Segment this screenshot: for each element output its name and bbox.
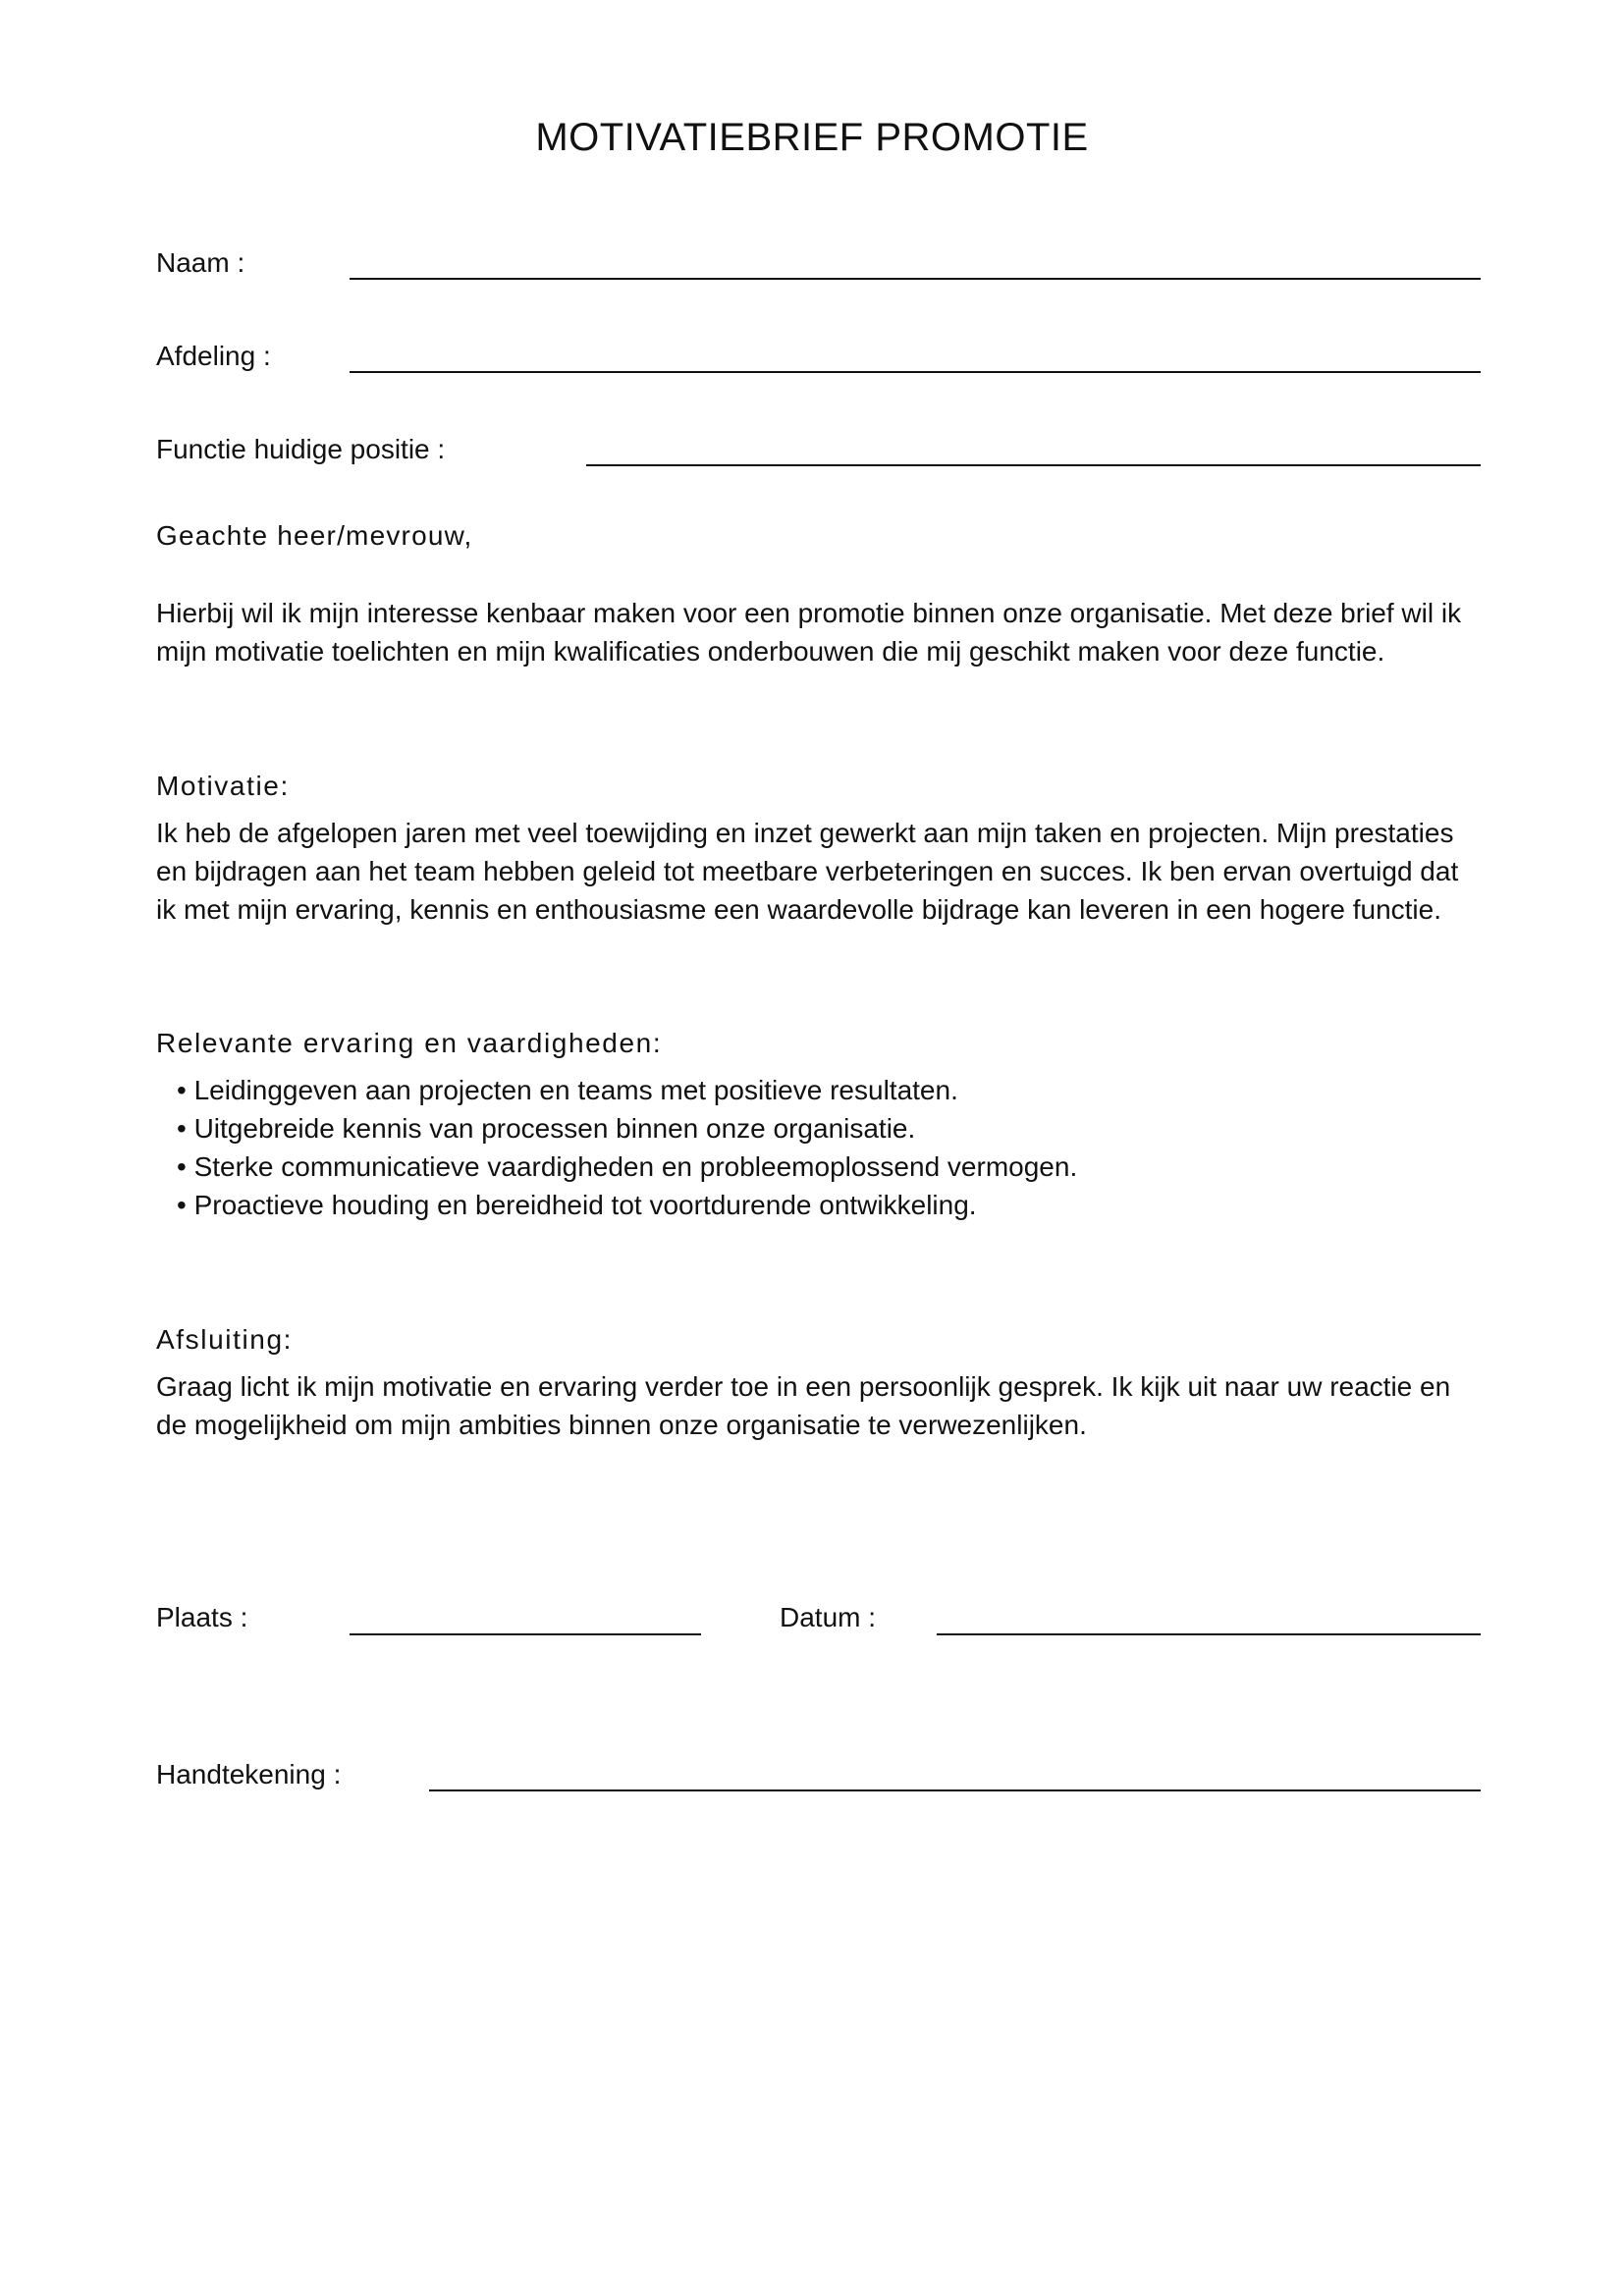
department-label: Afdeling : [156, 341, 271, 371]
list-item: • Leidinggeven aan projecten en teams met positieve resultaten. [177, 1075, 958, 1105]
place-label: Plaats : [156, 1602, 248, 1632]
name-field-line[interactable] [350, 278, 1481, 280]
date-field-line[interactable] [937, 1633, 1481, 1635]
position-field-line[interactable] [586, 464, 1481, 466]
list-item: • Proactieve houding en bereidheid tot voortdurende ontwikkeling. [177, 1190, 977, 1220]
experience-list [177, 1071, 1077, 1224]
intro-line: mijn motivatie toelichten en mijn kwalificaties onderbouwen die mij geschikt maken voor deze functie. [156, 636, 1385, 667]
department-field-line[interactable] [350, 371, 1481, 373]
list-item: • Uitgebreide kennis van processen binnen onze organisatie. [177, 1113, 916, 1144]
motivation-line: en bijdragen aan het team hebben geleid tot meetbare verbeteringen en succes. Ik ben ervan overtuigd dat [156, 856, 1459, 886]
page-title: MOTIVATIEBRIEF PROMOTIE [535, 116, 1089, 159]
place-field-line[interactable] [350, 1633, 701, 1635]
motivation-line: ik met mijn ervaring, kennis en enthousiasme een waardevolle bijdrage kan leveren in een hogere functie. [156, 894, 1441, 925]
intro-line: Hierbij wil ik mijn interesse kenbaar maken voor een promotie binnen onze organisatie. Met deze brief wil ik [156, 598, 1462, 628]
motivation-line: Ik heb de afgelopen jaren met veel toewijding en inzet gewerkt aan mijn taken en projecten. Mijn prestaties [156, 818, 1454, 848]
signature-field-line[interactable] [429, 1789, 1481, 1791]
motivation-paragraph [156, 814, 1482, 929]
closing-paragraph [156, 1367, 1482, 1444]
closing-line: Graag licht ik mijn motivatie en ervaring verder toe in een persoonlijk gesprek. Ik kijk uit naar uw reactie en [156, 1371, 1451, 1402]
date-label: Datum : [780, 1602, 877, 1632]
salutation: Geachte heer/mevrouw, [156, 520, 473, 551]
name-label: Naam : [156, 247, 245, 278]
intro-paragraph [156, 594, 1482, 670]
closing-line: de mogelijkheid om mijn ambities binnen onze organisatie te verwezenlijken. [156, 1410, 1087, 1440]
signature-label: Handtekening : [156, 1759, 342, 1789]
experience-heading: Relevante ervaring en vaardigheden: [156, 1028, 663, 1058]
position-label: Functie huidige positie : [156, 434, 446, 464]
motivation-heading: Motivatie: [156, 771, 290, 801]
closing-heading: Afsluiting: [156, 1324, 293, 1355]
list-item: • Sterke communicatieve vaardigheden en probleemoplossend vermogen. [177, 1151, 1078, 1182]
